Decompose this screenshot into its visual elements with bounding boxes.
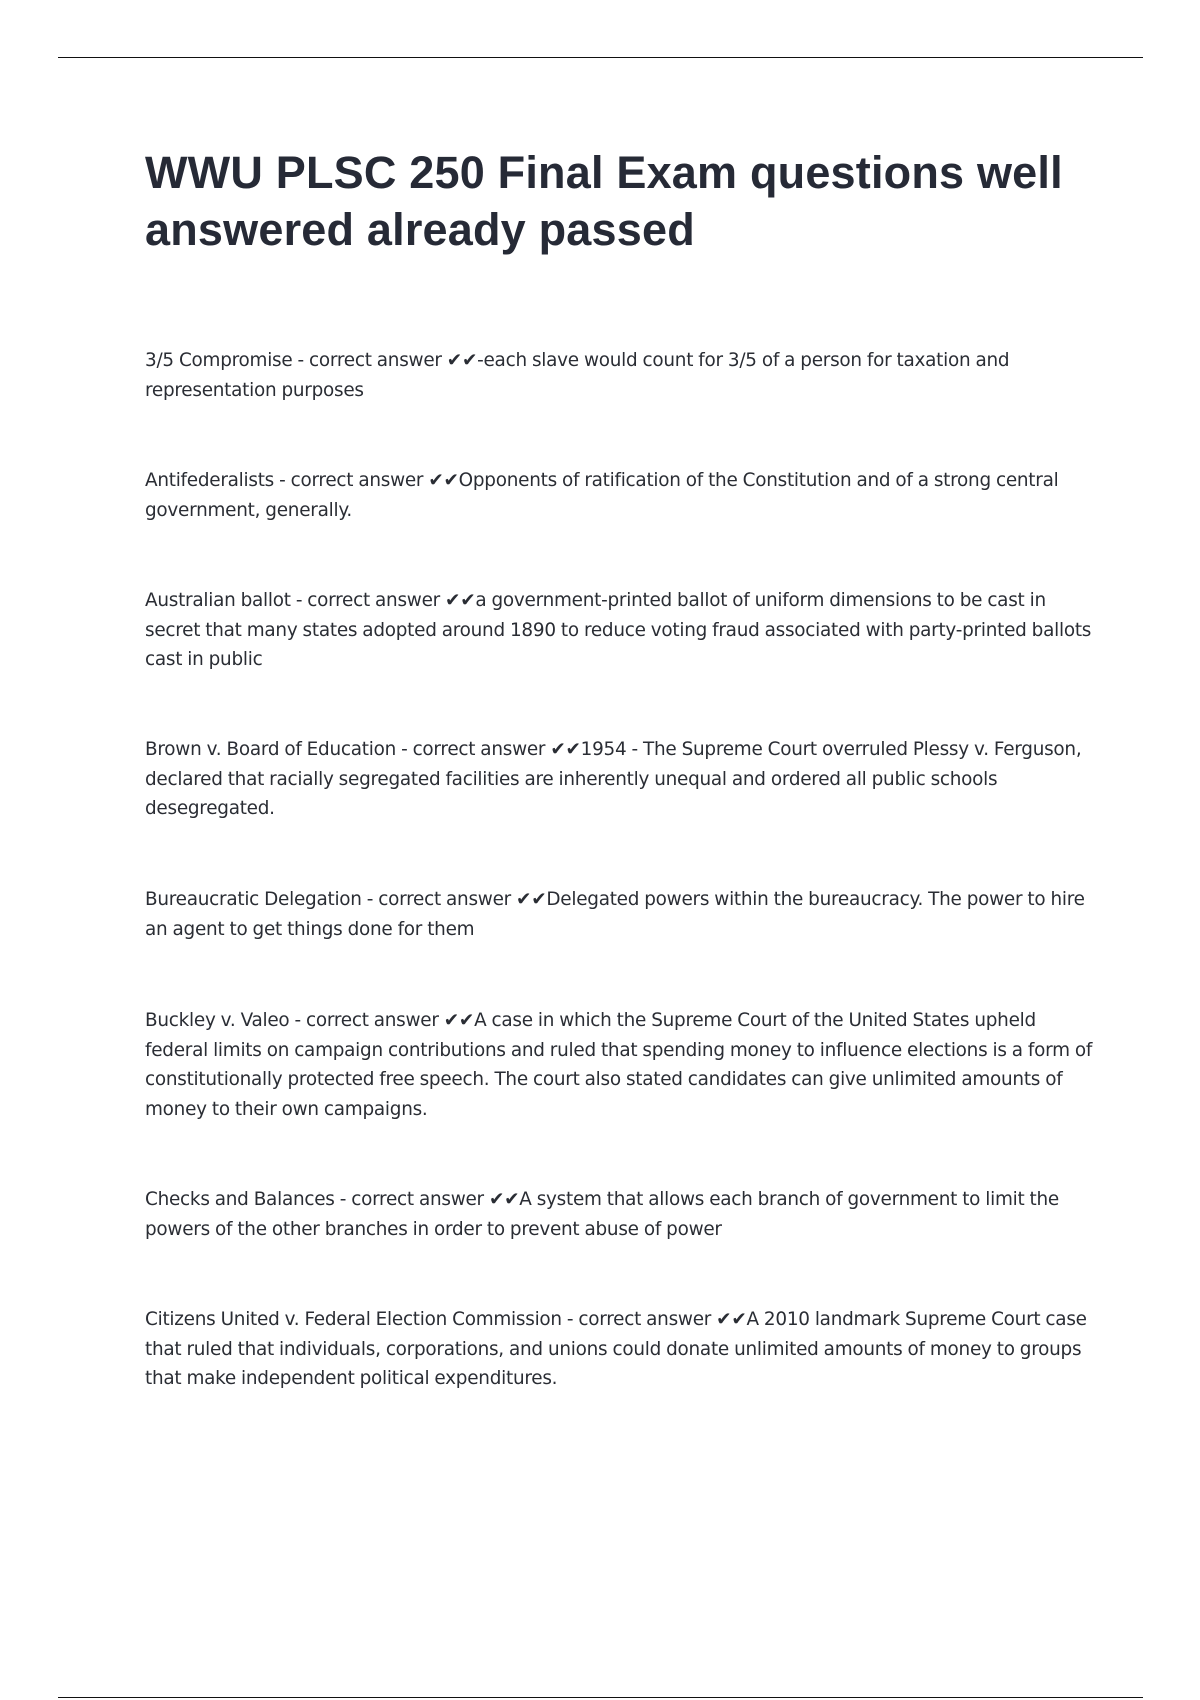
entry-checks-and-balances: Checks and Balances - correct answer ✔✔A system that allows each branch of government to limit the powers of the other branches in order to prevent abuse of power [145, 1189, 1059, 1240]
entry-buckley-v-valeo: Buckley v. Valeo - correct answer ✔✔A case in which the Supreme Court of the United States upheld federal limits on campaign contributions and ruled that spending money to influence elections is a form of constitutionally protected free speech. The court also stated candidates can give unlimited amounts of money to their own campaigns. [145, 1010, 1093, 1120]
entry-antifederalists: Antifederalists - correct answer ✔✔Opponents of ratification of the Constitution and of a strong central government, generally. [145, 470, 1059, 521]
bottom-rule [58, 1697, 1143, 1698]
top-rule [58, 57, 1143, 58]
entry-brown-v-board: Brown v. Board of Education - correct answer ✔✔1954 - The Supreme Court overruled Plessy v. Ferguson, declared that racially segregated facilities are inherently unequal and ordered all public schools desegregated. [145, 739, 1082, 819]
page-title: WWU PLSC 250 Final Exam questions well answered already passed [145, 147, 1063, 255]
entry-bureaucratic-delegation: Bureaucratic Delegation - correct answer ✔✔Delegated powers within the bureaucracy. The power to hire an agent to get things done for them [145, 889, 1085, 940]
entry-citizens-united: Citizens United v. Federal Election Commission - correct answer ✔✔A 2010 landmark Supreme Court case that ruled that individuals, corporations, and unions could donate unlimited amounts of money to groups that make independent political expenditures. [145, 1309, 1087, 1389]
entry-3-5-compromise: 3/5 Compromise - correct answer ✔✔-each slave would count for 3/5 of a person for taxation and representation purposes [145, 350, 1010, 401]
entry-australian-ballot: Australian ballot - correct answer ✔✔a government-printed ballot of uniform dimensions to be cast in secret that many states adopted around 1890 to reduce voting fraud associated with party-printed ballots cast in public [145, 590, 1092, 670]
